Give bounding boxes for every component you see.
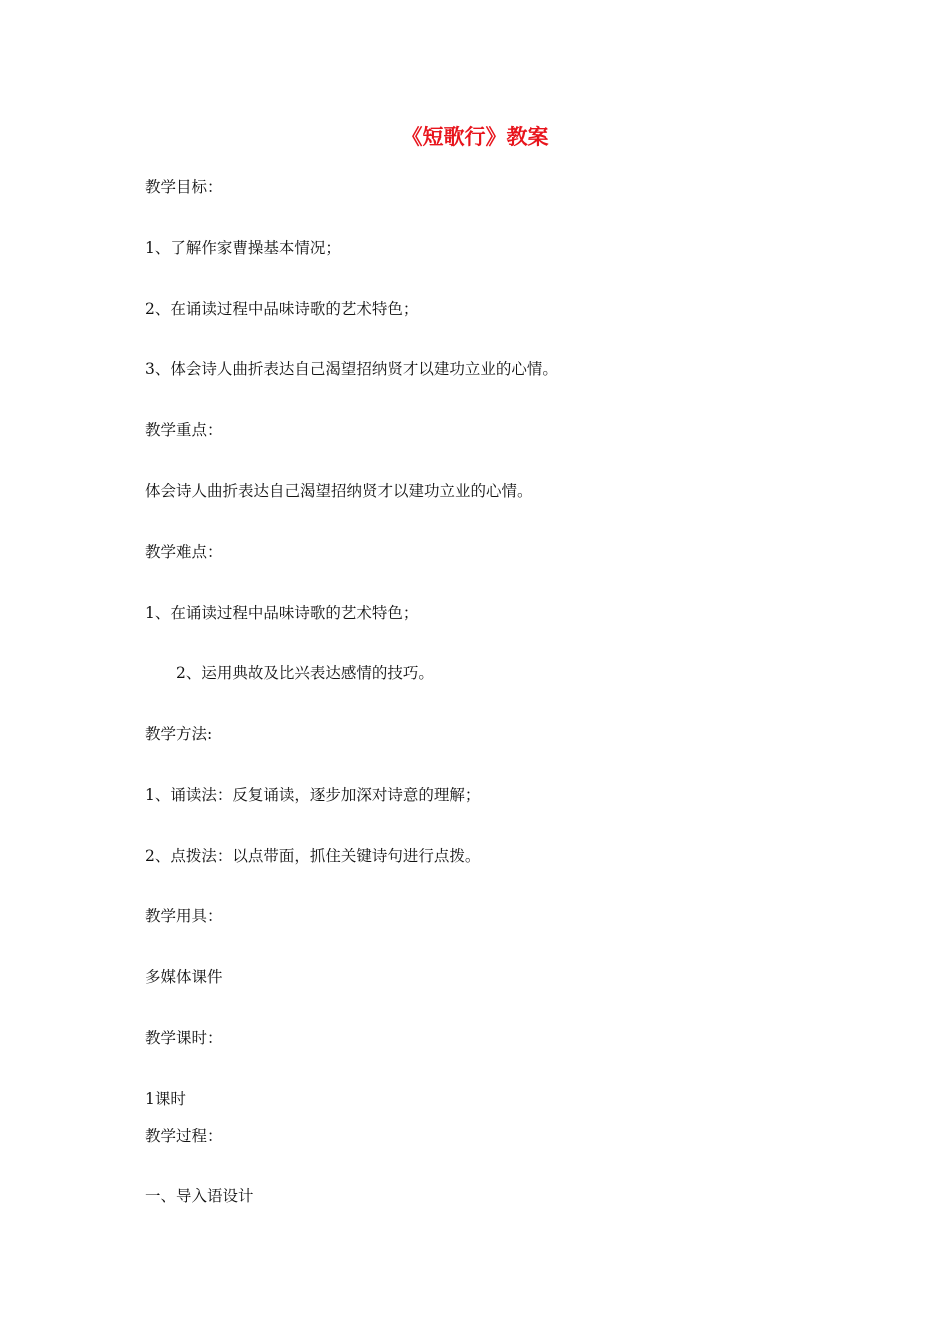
- key-point-text: 体会诗人曲折表达自己渴望招纳贤才以建功立业的心情。: [145, 482, 533, 500]
- section-heading-methods: 教学方法:: [145, 725, 213, 743]
- objective-item-3: 3、体会诗人曲折表达自己渴望招纳贤才以建功立业的心情。: [145, 360, 558, 378]
- section-heading-key-points: 教学重点：: [145, 421, 223, 439]
- section-heading-tools: 教学用具：: [145, 907, 223, 925]
- section-heading-difficulties: 教学难点：: [145, 543, 223, 561]
- section-heading-process: 教学过程：: [145, 1127, 223, 1145]
- difficulty-item-2: 2、运用典故及比兴表达感情的技巧。: [176, 664, 434, 682]
- process-step-1: 一、导入语设计: [145, 1187, 254, 1205]
- method-item-1: 1、诵读法：反复诵读，逐步加深对诗意的理解；: [145, 786, 481, 804]
- objective-item-2: 2、在诵读过程中品味诗歌的艺术特色；: [145, 300, 419, 318]
- method-item-2: 2、点拨法：以点带面，抓住关键诗句进行点拨。: [145, 847, 481, 865]
- section-heading-objectives: 教学目标：: [145, 178, 223, 196]
- section-heading-hours: 教学课时：: [145, 1029, 223, 1047]
- tools-text: 多媒体课件: [145, 968, 223, 986]
- objective-item-1: 1、了解作家曹操基本情况；: [145, 239, 341, 257]
- document-title: 《短歌行》教案: [401, 125, 549, 149]
- hours-text: 1课时: [145, 1090, 186, 1108]
- difficulty-item-1: 1、在诵读过程中品味诗歌的艺术特色；: [145, 604, 419, 622]
